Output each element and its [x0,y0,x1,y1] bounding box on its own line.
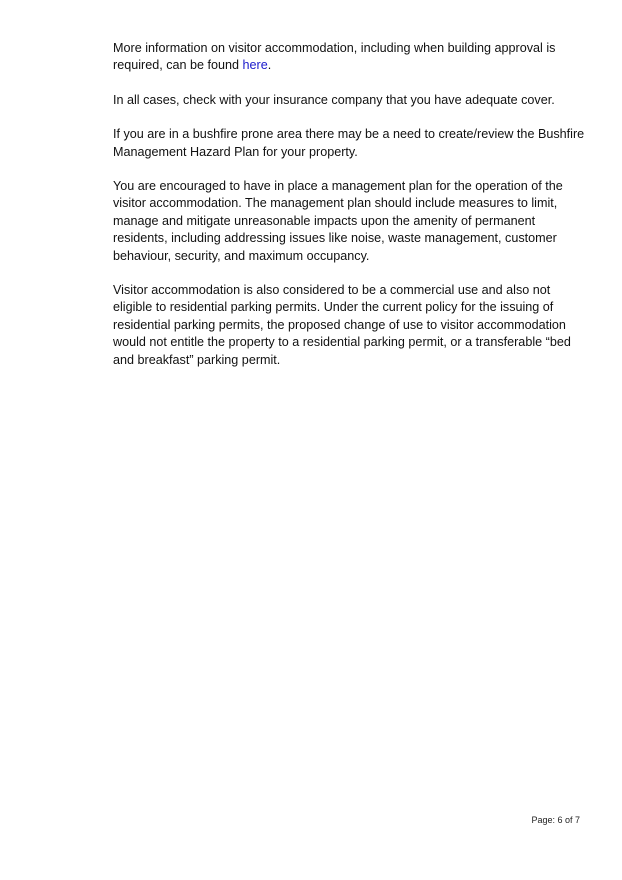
paragraph-parking-permits: Visitor accommodation is also considered to be a commercial use and also not eligible to residential parking permits. Under the current policy for the issuing of residential parking permits, the proposed change of use to visitor accommodation would not entitle the property to a residential parking permit, or a transferable “bed and breakfast” parking permit. [113,283,571,367]
paragraph-bushfire: If you are in a bushfire prone area there may be a need to create/review the Bushfire Management Hazard Plan for your property. [113,127,585,159]
paragraph-insurance: In all cases, check with your insurance company that you have adequate cover. [113,92,555,107]
document-body [113,40,585,386]
here-link[interactable]: here [242,58,268,73]
paragraph-more-information [113,40,585,75]
paragraph-more-information-end: . [267,58,272,73]
page-number: Page: 6 of 7 [531,815,580,825]
paragraph-more-information-text: More information on visitor accommodation, including when building approval is required, can be found [113,41,556,73]
paragraph-management-plan: You are encouraged to have in place a management plan for the operation of the visitor accommodation. The management plan should include measures to limit, manage and mitigate unreasonable impacts upon the amenity of permanent residents, including addressing issues like noise, waste management, customer behaviour, security, and maximum occupancy. [113,179,563,263]
